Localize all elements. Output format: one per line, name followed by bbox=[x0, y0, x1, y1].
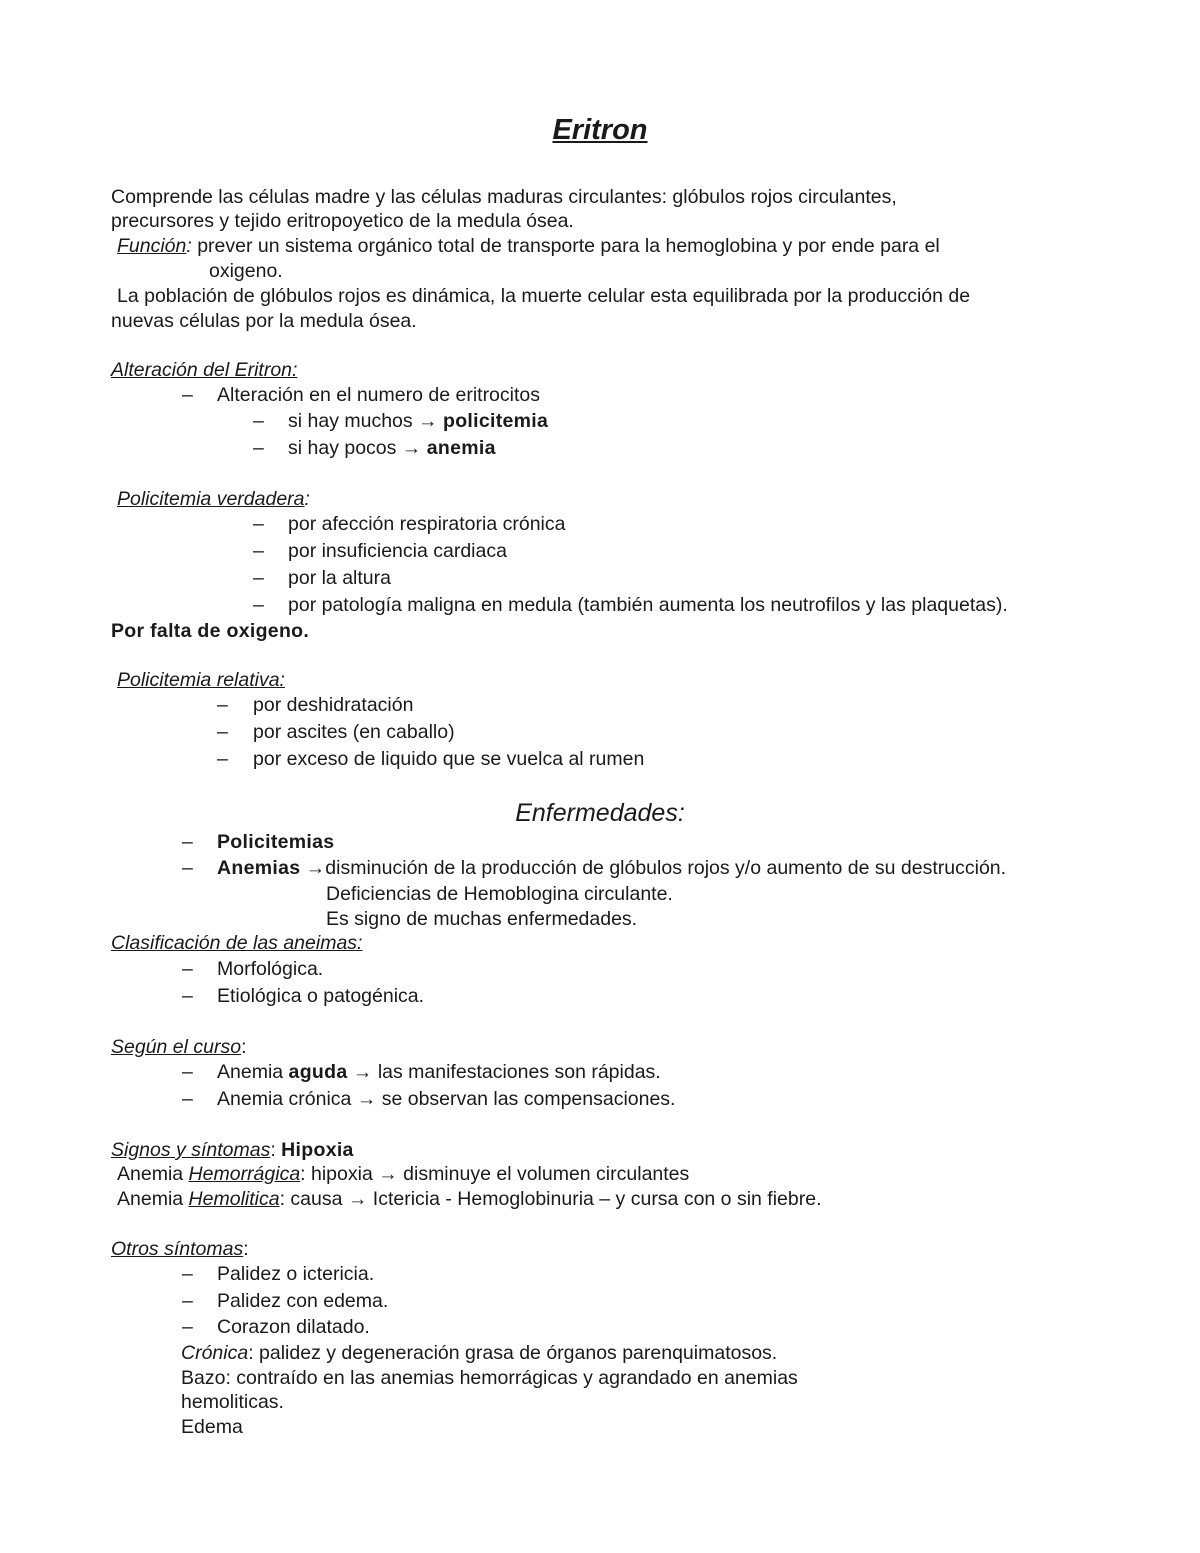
bullet-dash: – bbox=[182, 1263, 193, 1285]
signos-heading-text: Signos y síntomas bbox=[111, 1139, 271, 1161]
cronica-line bbox=[181, 1341, 777, 1365]
bullet-dash: – bbox=[253, 437, 264, 459]
signos-line-2-pre: Anemia bbox=[117, 1188, 189, 1210]
pv-heading-text: Policitemia verdadera bbox=[117, 488, 305, 510]
signos-line-2-post: : causa → Ictericia - Hemoglobinuria – y cursa con o sin fiebre. bbox=[279, 1188, 822, 1210]
signos-heading-colon: : bbox=[270, 1139, 282, 1161]
enf-cont-2: Es signo de muchas enfermedades. bbox=[326, 908, 638, 930]
bullet-dash: – bbox=[182, 985, 193, 1007]
bullet-dash: – bbox=[253, 567, 264, 589]
signos-heading bbox=[111, 1138, 354, 1162]
bullet-dash: – bbox=[253, 513, 264, 535]
signos-line-2 bbox=[117, 1187, 821, 1211]
bullet-dash: – bbox=[253, 410, 264, 432]
otros-item: Palidez o ictericia. bbox=[217, 1263, 375, 1285]
pv-item: por patología maligna en medula (también aumenta los neutrofilos y las plaquetas). bbox=[288, 594, 1008, 616]
cronica-label: Crónica bbox=[181, 1342, 249, 1364]
pr-item: por ascites (en caballo) bbox=[253, 721, 455, 743]
alteracion-sub-2 bbox=[288, 436, 496, 460]
bullet-dash: – bbox=[182, 857, 193, 879]
bullet-dash: – bbox=[253, 594, 264, 616]
bullet-dash: – bbox=[253, 540, 264, 562]
bullet-dash: – bbox=[217, 694, 228, 716]
cronica-text: : palidez y degeneración grasa de órganos parenquimatosos. bbox=[248, 1342, 778, 1364]
signos-line-1-pre: Anemia bbox=[117, 1163, 189, 1185]
intro-line-1: Comprende las células madre y las células maduras circulantes: glóbulos rojos circulantes, bbox=[111, 186, 897, 208]
bullet-dash: – bbox=[182, 1290, 193, 1312]
signos-line-1-em: Hemorrágica bbox=[188, 1163, 301, 1185]
signos-line-1-post: : hipoxia → disminuye el volumen circulantes bbox=[300, 1163, 690, 1185]
pv-note: Por falta de oxigeno. bbox=[111, 620, 310, 642]
curso-heading-colon: : bbox=[241, 1036, 247, 1058]
bullet-dash: – bbox=[182, 1316, 193, 1338]
signos-hipoxia: Hipoxia bbox=[281, 1139, 354, 1161]
signos-line-2-em: Hemolitica bbox=[188, 1188, 280, 1210]
funcion-line-2: oxigeno. bbox=[209, 260, 283, 282]
clasificacion-item: Etiológica o patogénica. bbox=[217, 985, 425, 1007]
otros-item: Corazon dilatado. bbox=[217, 1316, 370, 1338]
sub-1-text: si hay muchos → bbox=[288, 410, 443, 432]
otros-item: Palidez con edema. bbox=[217, 1290, 389, 1312]
pv-item: por la altura bbox=[288, 567, 391, 589]
clasificacion-item: Morfológica. bbox=[217, 958, 324, 980]
otros-heading-text: Otros síntomas bbox=[111, 1238, 244, 1260]
edema-line: Edema bbox=[181, 1416, 243, 1438]
bullet-dash: – bbox=[217, 748, 228, 770]
bullet-dash: – bbox=[182, 958, 193, 980]
poblacion-line-1: La población de glóbulos rojos es dinámica, la muerte celular esta equilibrada por la producción de bbox=[117, 285, 971, 307]
page-title: Eritron bbox=[552, 114, 648, 146]
enf-item-2-text: →disminución de la producción de glóbulos rojos y/o aumento de su destrucción. bbox=[300, 857, 1007, 879]
alteracion-heading: Alteración del Eritron: bbox=[111, 359, 298, 381]
otros-heading-colon: : bbox=[243, 1238, 249, 1260]
funcion-text: prever un sistema orgánico total de transporte para la hemoglobina y por ende para el bbox=[191, 235, 940, 257]
bullet-dash: – bbox=[217, 721, 228, 743]
sub-2-text: si hay pocos → bbox=[288, 437, 427, 459]
curso-heading-text: Según el curso bbox=[111, 1036, 242, 1058]
pv-heading bbox=[117, 487, 310, 511]
pv-heading-colon: : bbox=[304, 488, 310, 510]
funcion-label: Función bbox=[117, 235, 187, 257]
bazo-line-1: Bazo: contraído en las anemias hemorrágicas y agrandado en anemias bbox=[181, 1367, 798, 1389]
enfermedades-heading: Enfermedades: bbox=[515, 799, 685, 827]
bullet-dash: – bbox=[182, 384, 193, 406]
curso-heading bbox=[111, 1035, 247, 1059]
pr-item: por exceso de liquido que se vuelca al rumen bbox=[253, 748, 645, 770]
alteracion-sub-1 bbox=[288, 409, 548, 433]
enf-item-2-bold: Anemias bbox=[217, 857, 301, 879]
enf-item-1: Policitemias bbox=[217, 831, 335, 853]
bullet-dash: – bbox=[182, 1088, 193, 1110]
pr-heading: Policitemia relativa: bbox=[117, 669, 285, 691]
curso-item-1-post: → las manifestaciones son rápidas. bbox=[347, 1061, 661, 1083]
alteracion-item: Alteración en el numero de eritrocitos bbox=[217, 384, 540, 406]
poblacion-line-2: nuevas células por la medula ósea. bbox=[111, 310, 417, 332]
intro-line-2: precursores y tejido eritropoyetico de la medula ósea. bbox=[111, 210, 574, 232]
enf-cont-1: Deficiencias de Hemoblogina circulante. bbox=[326, 883, 673, 905]
sub-2-bold: anemia bbox=[426, 437, 496, 459]
curso-item-1-bold: aguda bbox=[288, 1061, 348, 1083]
curso-item-1-pre: Anemia bbox=[217, 1061, 289, 1083]
signos-line-1 bbox=[117, 1162, 689, 1186]
bullet-dash: – bbox=[182, 1061, 193, 1083]
sub-1-bold: policitemia bbox=[442, 410, 549, 432]
funcion-line bbox=[117, 234, 940, 258]
pv-item: por afección respiratoria crónica bbox=[288, 513, 566, 535]
funcion-colon: : bbox=[186, 235, 192, 257]
curso-item-2: Anemia crónica → se observan las compensaciones. bbox=[217, 1088, 676, 1110]
clasificacion-heading: Clasificación de las aneimas: bbox=[111, 932, 363, 954]
pv-item: por insuficiencia cardiaca bbox=[288, 540, 507, 562]
pr-item: por deshidratación bbox=[253, 694, 414, 716]
enf-item-2 bbox=[217, 856, 1006, 880]
otros-heading bbox=[111, 1237, 249, 1261]
curso-item-1 bbox=[217, 1060, 661, 1084]
bazo-line-2: hemoliticas. bbox=[181, 1391, 284, 1413]
bullet-dash: – bbox=[182, 831, 193, 853]
